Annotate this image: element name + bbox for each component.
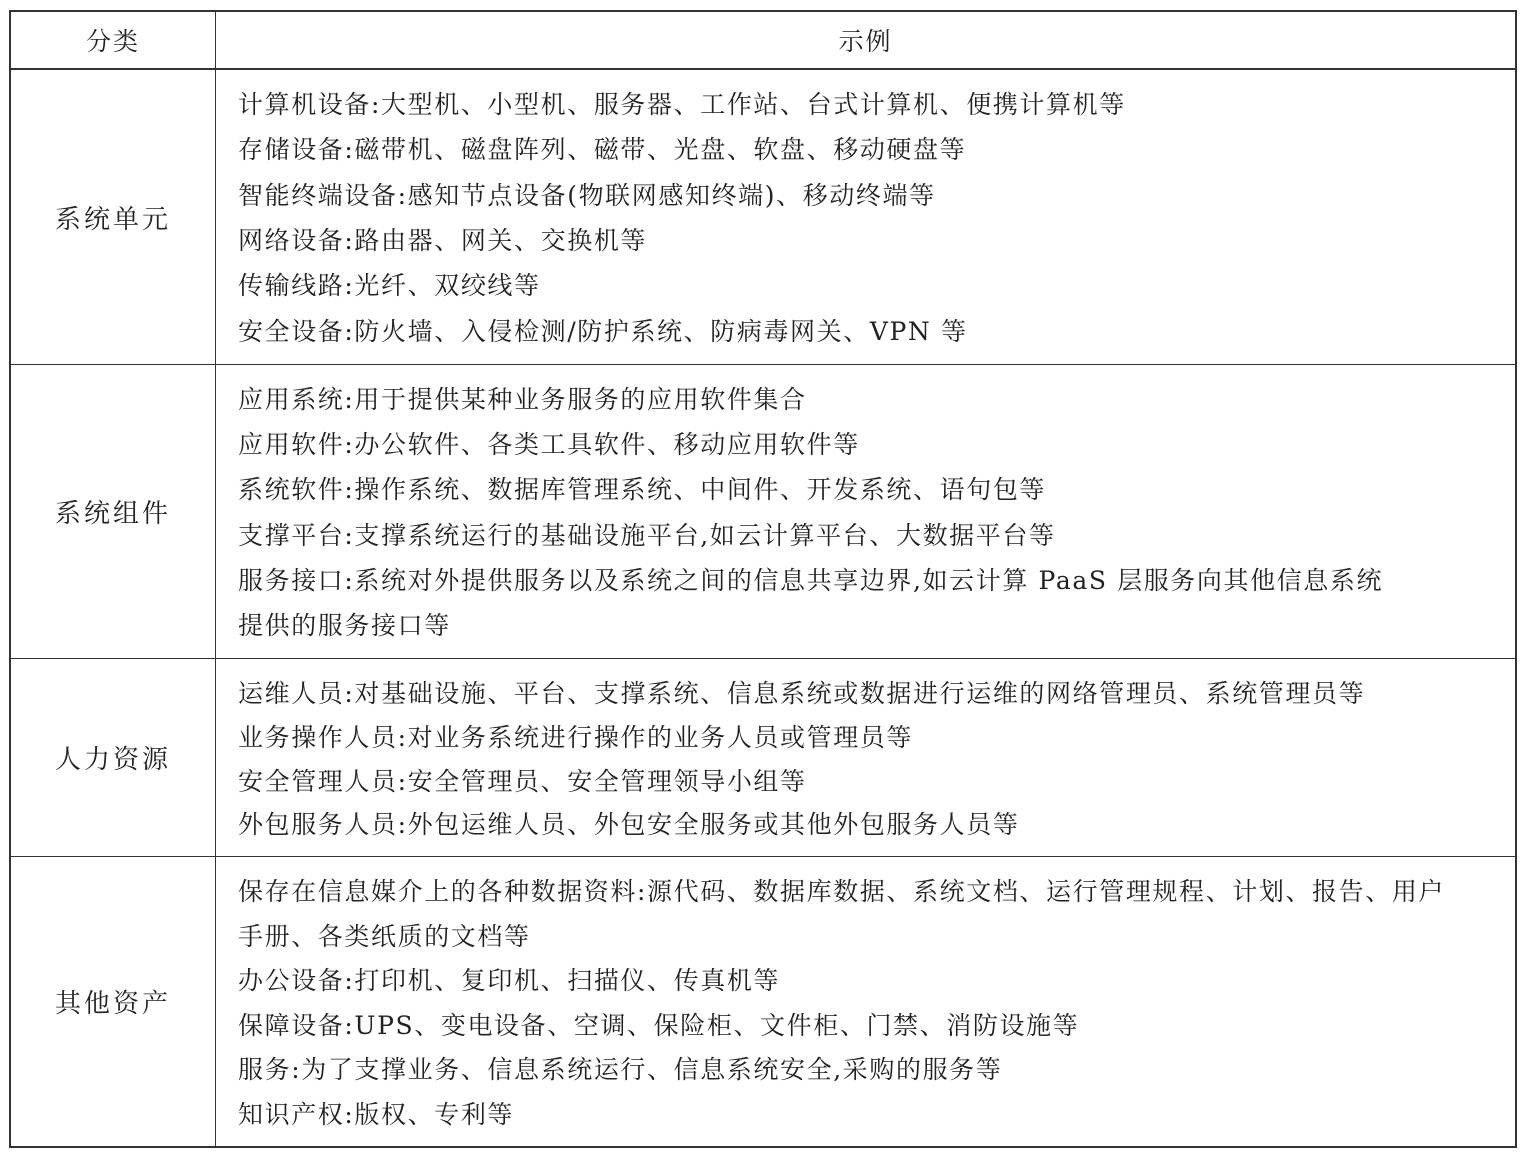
example-line: 办公设备:打印机、复印机、扫描仪、传真机等 (238, 966, 781, 995)
example-line: 智能终端设备:感知节点设备(物联网感知终端)、移动终端等 (238, 180, 936, 210)
row-category: 其他资产 (11, 857, 216, 1146)
table-row (11, 659, 1515, 857)
row-examples (216, 857, 1515, 1146)
row-examples (216, 70, 1515, 364)
table-header (11, 12, 1515, 70)
example-line: 保存在信息媒介上的各种数据资料:源代码、数据库数据、系统文档、运行管理规程、计划、报告、用户 (238, 877, 1446, 906)
example-line: 安全设备:防火墙、入侵检测/防护系统、防病毒网关、VPN 等 (238, 316, 968, 346)
example-line: 知识产权:版权、专利等 (238, 1099, 515, 1129)
example-line: 保障设备:UPS、变电设备、空调、保险柜、文件柜、门禁、消防设施等 (238, 1010, 1080, 1040)
table-row (11, 70, 1515, 365)
row-examples (216, 659, 1515, 856)
example-line: 外包服务人员:外包运维人员、外包安全服务或其他外包服务人员等 (238, 810, 1020, 840)
example-line: 计算机设备:大型机、小型机、服务器、工作站、台式计算机、便携计算机等 (238, 90, 1126, 120)
example-line: 网络设备:路由器、网关、交换机等 (238, 226, 648, 255)
example-line: 传输线路:光纤、双绞线等 (238, 271, 541, 301)
example-line: 安全管理人员:安全管理员、安全管理领导小组等 (238, 766, 807, 796)
example-line: 服务:为了支撑业务、信息系统运行、信息系统安全,采购的服务等 (238, 1055, 1003, 1084)
header-category: 分类 (11, 12, 216, 68)
example-line: 存储设备:磁带机、磁盘阵列、磁带、光盘、软盘、移动硬盘等 (238, 135, 967, 165)
row-category: 人力资源 (11, 659, 216, 856)
example-line: 支撑平台:支撑系统运行的基础设施平台,如云计算平台、大数据平台等 (238, 520, 1056, 550)
row-category: 系统组件 (11, 365, 216, 658)
example-line: 服务接口:系统对外提供服务以及系统之间的信息共享边界,如云计算 PaaS 层服务向其他信息系统 (238, 565, 1384, 595)
table-row (11, 857, 1515, 1146)
example-line: 运维人员:对基础设施、平台、支撑系统、信息系统或数据进行运维的网络管理员、系统管理员等 (238, 679, 1366, 708)
row-examples (216, 365, 1515, 658)
example-line: 应用软件:办公软件、各类工具软件、移动应用软件等 (238, 430, 860, 460)
example-line: 应用系统:用于提供某种业务服务的应用软件集合 (238, 384, 807, 414)
row-category: 系统单元 (11, 70, 216, 364)
example-line: 系统软件:操作系统、数据库管理系统、中间件、开发系统、语句包等 (238, 475, 1047, 505)
example-line: 手册、各类纸质的文档等 (238, 921, 531, 951)
table-row (11, 365, 1515, 659)
header-examples: 示例 (838, 27, 893, 56)
example-line: 业务操作人员:对业务系统进行操作的业务人员或管理员等 (238, 722, 914, 752)
example-line: 提供的服务接口等 (238, 610, 451, 640)
asset-classification-table (9, 10, 1517, 1148)
